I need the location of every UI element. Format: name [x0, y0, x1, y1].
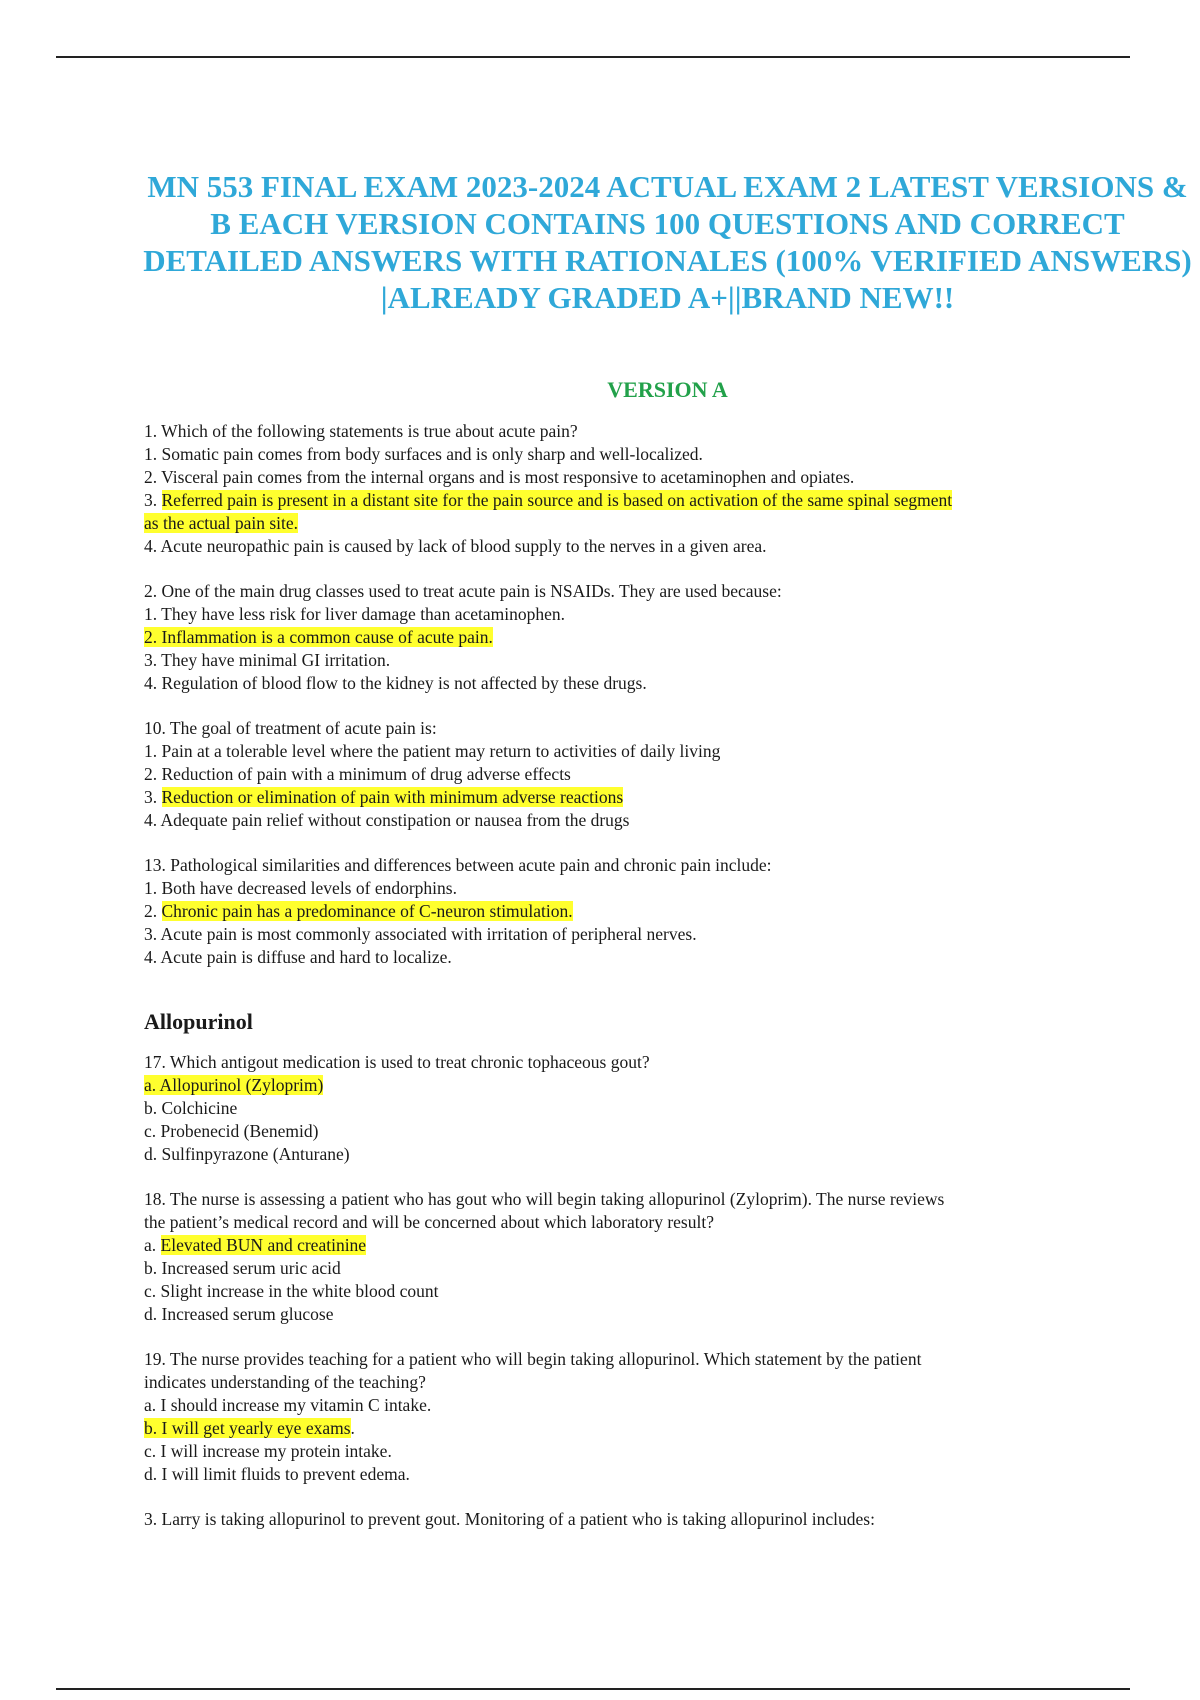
- option-number: 3.: [144, 787, 162, 807]
- answer-option: c. I will increase my protein intake.: [144, 1441, 392, 1461]
- question-2: [144, 580, 1084, 695]
- answer-option-correct: [144, 786, 1084, 809]
- answer-option: 2. Reduction of pain with a minimum of drug adverse effects: [144, 764, 571, 784]
- correct-answer-highlight: Reduction or elimination of pain with minimum adverse reactions: [161, 787, 624, 807]
- answer-option-continued: [144, 512, 1084, 535]
- question-stem: 13. Pathological similarities and differences between acute pain and chronic pain include:: [144, 855, 772, 875]
- question-stem-continued: indicates understanding of the teaching?: [144, 1372, 426, 1392]
- question-3-allopurinol: [144, 1508, 1084, 1531]
- correct-answer-highlight: Chronic pain has a predominance of C-neuron stimulation.: [161, 901, 573, 921]
- answer-option: 1. Somatic pain comes from body surfaces and is only sharp and well-localized.: [144, 444, 703, 464]
- answer-option: 2. Visceral pain comes from the internal organs and is most responsive to acetaminophen and opiates.: [144, 467, 855, 487]
- option-period: .: [350, 1418, 355, 1438]
- answer-option: b. Increased serum uric acid: [144, 1258, 341, 1278]
- question-18: [144, 1188, 1084, 1326]
- section-heading: Allopurinol: [144, 1009, 253, 1034]
- question-1: [144, 420, 1084, 558]
- question-stem: 3. Larry is taking allopurinol to prevent gout. Monitoring of a patient who is taking allopurinol includes:: [144, 1509, 875, 1529]
- question-17: [144, 1051, 1084, 1166]
- answer-option: d. I will limit fluids to prevent edema.: [144, 1464, 410, 1484]
- answer-option: c. Probenecid (Benemid): [144, 1121, 319, 1141]
- option-number: 2.: [144, 901, 162, 921]
- question-10: [144, 717, 1084, 832]
- answer-option: b. Colchicine: [144, 1098, 238, 1118]
- question-stem: 19. The nurse provides teaching for a patient who will begin taking allopurinol. Which statement by the patient: [144, 1349, 922, 1369]
- question-stem-continued: the patient’s medical record and will be concerned about which laboratory result?: [144, 1212, 714, 1232]
- answer-option: 3. They have minimal GI irritation.: [144, 650, 391, 670]
- question-stem: 18. The nurse is assessing a patient who has gout who will begin taking allopurinol (Zyloprim). The nurse reviews: [144, 1189, 945, 1209]
- answer-option: 4. Acute pain is diffuse and hard to localize.: [144, 947, 452, 967]
- footer-rule: [56, 1688, 1130, 1690]
- question-stem: 10. The goal of treatment of acute pain is:: [144, 718, 437, 738]
- question-13: [144, 854, 1084, 969]
- answer-option: c. Slight increase in the white blood count: [144, 1281, 439, 1301]
- header-rule: [56, 56, 1130, 58]
- document-title: MN 553 FINAL EXAM 2023-2024 ACTUAL EXAM 2 LATEST VERSIONS & B EACH VERSION CONTAINS 100 QUESTIONS AND CORRECT DETAILED ANSWERS WITH RATIONALES (100% VERIFIED ANSWERS) |ALREADY GRADED A+||BRAND NEW!!: [143, 169, 1192, 315]
- question-stem: 17. Which antigout medication is used to treat chronic tophaceous gout?: [144, 1052, 650, 1072]
- answer-option: 4. Acute neuropathic pain is caused by lack of blood supply to the nerves in a given area.: [144, 536, 767, 556]
- answer-option-correct: [144, 1417, 1084, 1440]
- answer-option: d. Increased serum glucose: [144, 1304, 334, 1324]
- question-stem: 1. Which of the following statements is true about acute pain?: [144, 421, 578, 441]
- option-number: 3.: [144, 490, 162, 510]
- correct-answer-highlight: Referred pain is present in a distant site for the pain source and is based on activation of the same spinal segment: [161, 490, 953, 510]
- option-number: a.: [144, 1235, 161, 1255]
- exam-content: [144, 420, 1084, 1553]
- correct-answer-highlight: 2. Inflammation is a common cause of acute pain.: [144, 627, 493, 647]
- correct-answer-highlight: Elevated BUN and creatinine: [160, 1235, 367, 1255]
- answer-option-correct: [144, 1234, 1084, 1257]
- question-stem: 2. One of the main drug classes used to treat acute pain is NSAIDs. They are used because:: [144, 581, 782, 601]
- answer-option-correct: [144, 626, 1084, 649]
- answer-option: a. I should increase my vitamin C intake.: [144, 1395, 432, 1415]
- answer-option: 1. They have less risk for liver damage than acetaminophen.: [144, 604, 565, 624]
- answer-option: 1. Both have decreased levels of endorphins.: [144, 878, 457, 898]
- answer-option: 1. Pain at a tolerable level where the patient may return to activities of daily living: [144, 741, 721, 761]
- correct-answer-highlight: b. I will get yearly eye exams: [144, 1418, 351, 1438]
- answer-option-correct: [144, 489, 1084, 512]
- correct-answer-highlight: a. Allopurinol (Zyloprim): [144, 1075, 324, 1095]
- answer-option: 4. Adequate pain relief without constipation or nausea from the drugs: [144, 810, 630, 830]
- answer-option-correct: [144, 900, 1084, 923]
- answer-option: d. Sulfinpyrazone (Anturane): [144, 1144, 350, 1164]
- answer-option: 4. Regulation of blood flow to the kidney is not affected by these drugs.: [144, 673, 647, 693]
- answer-option-correct: [144, 1074, 1084, 1097]
- version-heading: VERSION A: [607, 377, 728, 402]
- question-19: [144, 1348, 1084, 1486]
- answer-option: 3. Acute pain is most commonly associated with irritation of peripheral nerves.: [144, 924, 697, 944]
- correct-answer-highlight: as the actual pain site.: [144, 513, 299, 533]
